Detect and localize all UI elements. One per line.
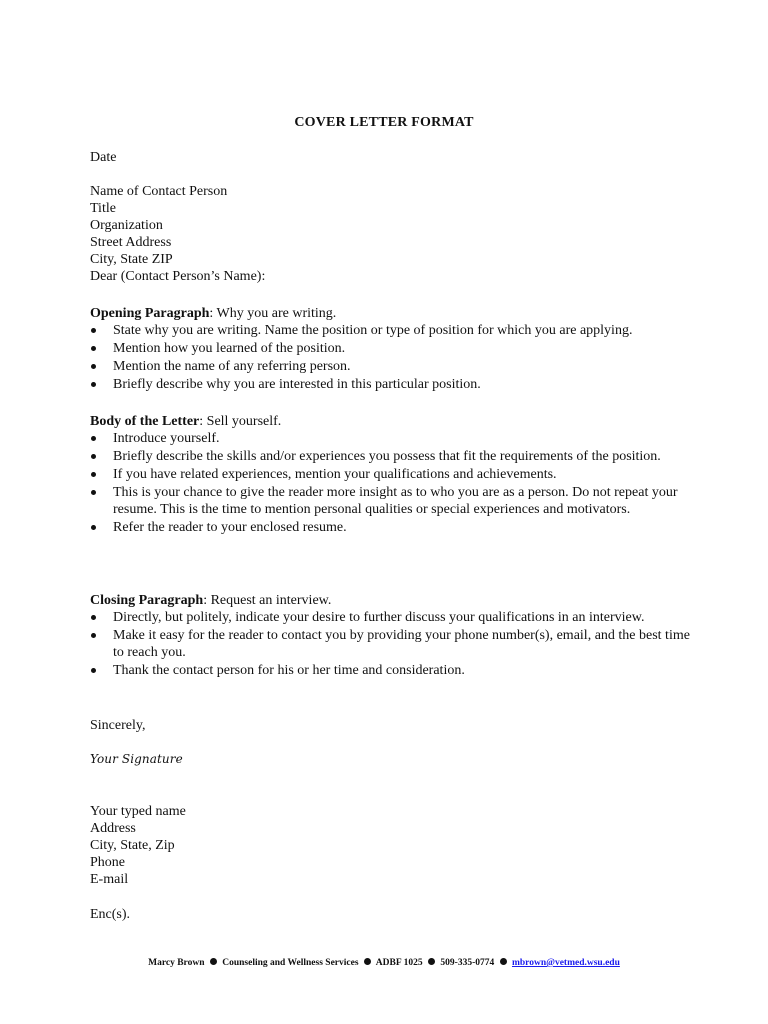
sender-line: City, State, Zip bbox=[90, 838, 175, 853]
enclosure-block bbox=[90, 906, 690, 923]
list-item bbox=[90, 466, 690, 483]
body-section bbox=[90, 413, 690, 537]
recipient-address-block bbox=[90, 183, 690, 285]
bullet-separator-icon bbox=[210, 958, 217, 965]
bullet-icon bbox=[91, 525, 96, 530]
address-line: Title bbox=[90, 201, 116, 216]
list-item bbox=[90, 484, 690, 518]
footer-office: Counseling and Wellness Services bbox=[222, 958, 359, 968]
section-heading-line bbox=[90, 413, 690, 430]
list-item bbox=[90, 662, 690, 679]
sender-line: Your typed name bbox=[90, 804, 186, 819]
footer-name: Marcy Brown bbox=[148, 958, 205, 968]
sign-off-text: Sincerely, bbox=[90, 718, 146, 733]
list-item-text: This is your chance to give the reader more insight as to who you are as a person. Do not repeat your resume. This is the time to mention personal qualities or special experiences and motivators. bbox=[113, 485, 678, 517]
list-item-text: Introduce yourself. bbox=[113, 431, 220, 446]
bullet-separator-icon bbox=[500, 958, 507, 965]
date-block bbox=[90, 149, 690, 166]
sender-line: E-mail bbox=[90, 872, 129, 887]
bullet-icon bbox=[91, 328, 96, 333]
list-item-text: State why you are writing. Name the position or type of position for which you are applying. bbox=[113, 323, 633, 338]
address-line: Name of Contact Person bbox=[90, 184, 228, 199]
list-item bbox=[90, 322, 690, 339]
bullet-icon bbox=[91, 346, 96, 351]
bullet-icon bbox=[91, 615, 96, 620]
section-heading-line bbox=[90, 305, 690, 322]
list-item-text: Mention the name of any referring person. bbox=[113, 359, 351, 374]
footer-phone: 509-335-0774 bbox=[440, 958, 495, 968]
list-item-text: Mention how you learned of the position. bbox=[113, 341, 346, 356]
section-heading: Opening Paragraph bbox=[90, 306, 210, 321]
bullet-separator-icon bbox=[364, 958, 371, 965]
signature-text: Your Signature bbox=[90, 752, 183, 766]
section-intro: : Sell yourself. bbox=[199, 414, 282, 429]
closing-section bbox=[90, 592, 690, 680]
bullet-icon bbox=[91, 364, 96, 369]
sender-block bbox=[90, 803, 690, 888]
section-intro: : Why you are writing. bbox=[209, 306, 337, 321]
list-item-text: Briefly describe the skills and/or experiences you possess that fit the requirements of the position. bbox=[113, 449, 661, 464]
page-footer bbox=[0, 955, 768, 972]
address-line: City, State ZIP bbox=[90, 252, 173, 267]
address-line: Street Address bbox=[90, 235, 172, 250]
page-title: COVER LETTER FORMAT bbox=[294, 115, 474, 130]
bullet-list bbox=[90, 609, 690, 679]
list-item bbox=[90, 358, 690, 375]
list-item bbox=[90, 519, 690, 536]
bullet-icon bbox=[91, 490, 96, 495]
section-heading-line bbox=[90, 592, 690, 609]
list-item-text: Refer the reader to your enclosed resume. bbox=[113, 520, 347, 535]
bullet-separator-icon bbox=[428, 958, 435, 965]
list-item-text: Briefly describe why you are interested in this particular position. bbox=[113, 377, 481, 392]
address-line: Organization bbox=[90, 218, 163, 233]
sender-line: Phone bbox=[90, 855, 125, 870]
sign-off bbox=[90, 717, 690, 734]
salutation-line: Dear (Contact Person’s Name): bbox=[90, 269, 266, 284]
bullet-icon bbox=[91, 454, 96, 459]
list-item-text: If you have related experiences, mention your qualifications and achievements. bbox=[113, 467, 557, 482]
section-intro: : Request an interview. bbox=[203, 593, 332, 608]
bullet-list bbox=[90, 430, 690, 536]
list-item-text: Directly, but politely, indicate your desire to further discuss your qualifications in an interview. bbox=[113, 610, 645, 625]
bullet-icon bbox=[91, 472, 96, 477]
list-item bbox=[90, 448, 690, 465]
footer-email-link[interactable]: mbrown@vetmed.wsu.edu bbox=[511, 958, 620, 968]
list-item-text: Thank the contact person for his or her time and consideration. bbox=[113, 663, 465, 678]
bullet-icon bbox=[91, 668, 96, 673]
signature-block bbox=[90, 751, 690, 768]
date-line: Date bbox=[90, 150, 117, 165]
list-item bbox=[90, 430, 690, 447]
list-item bbox=[90, 627, 690, 661]
list-item-text: Make it easy for the reader to contact you by providing your phone number(s), email, and the best time to reach you. bbox=[113, 628, 690, 660]
list-item bbox=[90, 376, 690, 393]
opening-section bbox=[90, 305, 690, 394]
bullet-list bbox=[90, 322, 690, 393]
bullet-icon bbox=[91, 382, 96, 387]
section-heading: Body of the Letter bbox=[90, 414, 200, 429]
enclosure-text: Enc(s). bbox=[90, 907, 131, 922]
footer-room: ADBF 1025 bbox=[375, 958, 423, 968]
sender-line: Address bbox=[90, 821, 136, 836]
bullet-icon bbox=[91, 436, 96, 441]
section-heading: Closing Paragraph bbox=[90, 593, 204, 608]
bullet-icon bbox=[91, 633, 96, 638]
list-item bbox=[90, 609, 690, 626]
list-item bbox=[90, 340, 690, 357]
